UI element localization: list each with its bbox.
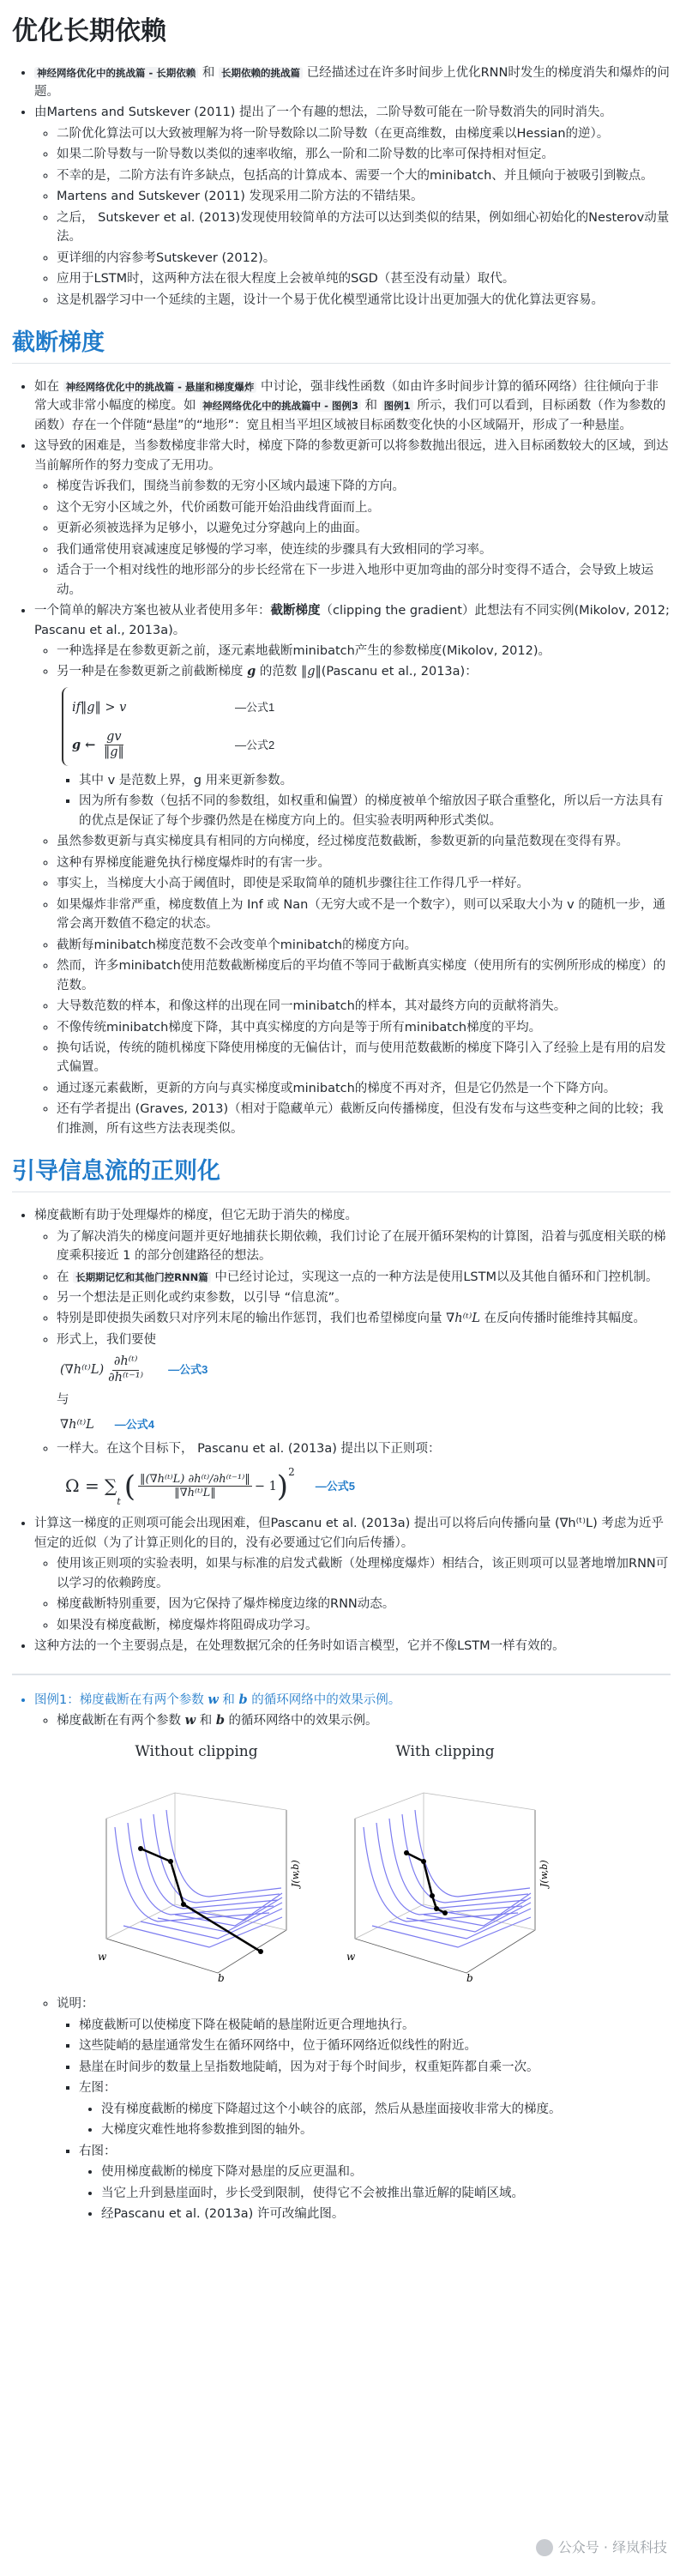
trajectory-left [138, 1846, 263, 1954]
list-item: ◦ 应用于LSTM时，这两种方法在很大程度上会被单纯的SGD（甚至没有动量）取代。 [57, 269, 671, 288]
list-item: ◦ 为了解决消失的梯度问题并更好地捕获长期依赖，我们讨论了在展开循环架构的计算图，沿着与弧度相关联的梯度乘积接近 1 的部分创建路径的想法。 [57, 1228, 671, 1266]
list-item: ◦ 另一个想法是正则化或约束参数，以引导 “信息流”。 [57, 1288, 671, 1307]
divider [12, 1674, 671, 1675]
list-item: • 这种方法的一个主要弱点是，在处理数据冗余的任务时如语言模型，它并不像LSTM一样有效的。 [34, 1637, 671, 1656]
surface-mesh [115, 1810, 282, 1947]
list-item: ◦ 另一种是在参数更新之前截断梯度 g 的范数 ‖g‖(Pascanu et al., 2013a)： if‖g‖ > v —公式1 g ← $\frac{gv}{‖g‖}$ —公式2 ▪ 其中 v 是范数上界，g 用来更新参数。 ▪ 因为所有参数（包括不同的参数组，如权重和偏置）的梯度被单个缩放因子联合重整化，所以后一方法具有的优点是保证了每个步骤仍然是在梯度方向上的。但实验表明两种形式类似。 [57, 662, 671, 830]
list-item: ◦ 我们通常使用衰减速度足够慢的学习率，使连续的步骤具有大致相同的学习率。 [57, 540, 671, 559]
list-item: ◦ 换句话说，传统的随机梯度下降使用梯度的无偏估计，而与使用范数截断的梯度下降引入了经验上是有用的启发式偏置。 [57, 1039, 671, 1077]
list-item: ◦ 还有学者提出 (Graves, 2013)（相对于隐藏单元）截断反向传播梯度，但没有发布与这些变种之间的比较；我们推测，所有这些方法表现类似。 [57, 1100, 671, 1138]
list-item: ▪ 这些陡峭的悬崖通常发生在循环网络中，位于循环网络近似线性的附近。 [79, 2036, 671, 2055]
watermark: 公众号 · 绎岚科技 [536, 2537, 667, 2559]
list-item: ▪ 梯度截断可以使梯度下降在极陡峭的悬崖附近更合理地执行。 [79, 2016, 671, 2035]
figure-list [12, 1691, 671, 1731]
figure [12, 1740, 671, 1988]
list-item: ▪ 左图： • 没有梯度截断的梯度下降超过这个小峡谷的底部，然后从悬崖面接收非常大的梯度。 • 大梯度灾难性地将参数推到图的轴外。 [79, 2078, 671, 2139]
list-item: ◦ 二阶优化算法可以大致被理解为将一阶导数除以二阶导数（在更高维数，由梯度乘以Hessian的逆）。 [57, 124, 671, 143]
list-item: ◦ 如果二阶导数与一阶导数以类似的速率收缩，那么一阶和二阶导数的比率可保持相对恒定。 [57, 145, 671, 164]
list-item: ▪ 其中 v 是范数上界，g 用来更新参数。 [79, 771, 671, 790]
list-item: ◦ 一种选择是在参数更新之前，逐元素地截断minibatch产生的参数梯度(Mikolov, 2012)。 [57, 642, 671, 661]
svg-text:w: w [98, 1950, 107, 1963]
link-tag[interactable]: 长期依赖的挑战篇 [219, 67, 303, 79]
formula-4: ∇h⁽ᵗ⁾L —公式4 [60, 1417, 155, 1432]
svg-text:J(w,b): J(w,b) [539, 1860, 550, 1887]
link-tag[interactable]: 图例1 [382, 400, 413, 412]
list-item: ◦ 然而，许多minibatch使用范数截断梯度后的平均值不等同于截断真实梯度（使用所有的实例所形成的梯度）的范数。 [57, 956, 671, 995]
keyword: 截断梯度 [270, 604, 321, 618]
list-item: ◦ 梯度截断特别重要，因为它保持了爆炸梯度边缘的RNN动态。 [57, 1595, 671, 1614]
list-item: ◦ 说明： ▪ 梯度截断可以使梯度下降在极陡峭的悬崖附近更合理地执行。 ▪ 这些陡峭的悬崖通常发生在循环网络中，位于循环网络近似线性的附近。 ▪ 悬崖在时间步的数量上呈指数地陡峭，因为对于每个时间步，权重矩阵都自乘一次。 ▪ 左图： • 没有梯度截断的梯度下降超过这个小峡谷的底部，然后从悬崖面接收非常大的梯度。 • 大梯度灾难性地将参数推到图的轴外。 ▪ 右图： • 使用梯度截断的梯度下降对悬崖的反应更温和。 • 当它上升到悬崖面时，步长受到限制，使得它不会被推出靠近解的陡峭区域。 • 经Pascanu et al. (2013a) 许可改编此图。 [57, 1994, 671, 2223]
section-1-list [12, 63, 671, 311]
list-item: ▪ 悬崖在时间步的数量上呈指数地陡峭，因为对于每个时间步，权重矩阵都自乘一次。 [79, 2058, 671, 2077]
wechat-icon [536, 2539, 553, 2556]
link-tag[interactable]: 神经网络优化中的挑战篇 - 长期依赖 [34, 67, 198, 79]
list-item: • 大梯度灾难性地将参数推到图的轴外。 [101, 2121, 671, 2139]
list-item: ◦ 不像传统minibatch梯度下降，其中真实梯度的方向是等于所有minibatch梯度的平均。 [57, 1018, 671, 1037]
list-item: • 由Martens and Sutskever (2011) 提出了一个有趣的想法，二阶导数可能在一阶导数消失的同时消失。 ◦ 二阶优化算法可以大致被理解为将一阶导数除以二阶导数（在更高维数，由梯度乘以Hessian的逆）。 ◦ 如果二阶导数与一阶导数以类似的速率收缩，那么一阶和二阶导数的比率可保持相对恒定。 ◦ 不幸的是，二阶方法有许多缺点，包括高的计算成本、需要一个大的minibatch、并且倾向于被吸引到鞍点。 ◦ Martens and Sutskever (2011) 发现采用二阶方法的不错结果。 ◦ 之后， Sutskever et al. (2013)发现使用较简单的方法可以达到类似的结果，例如细心初始化的Nesterov动量法。 ◦ 更详细的内容参考Sutskever (2012)。 ◦ 应用于LSTM时，这两种方法在很大程度上会被单纯的SGD（甚至没有动量）取代。 ◦ 这是机器学习中一个延续的主题，设计一个易于优化模型通常比设计出更加强大的优化算法更容易。 [34, 103, 671, 310]
figure-panel-right: With clipping w b J(w,b) [338, 1740, 552, 1988]
list-item: ◦ 更详细的内容参考Sutskever (2012)。 [57, 249, 671, 268]
link-tag[interactable]: 长期期记忆和其他门控RNN篇 [73, 1271, 211, 1283]
list-item: ◦ 不幸的是，二阶方法有许多缺点，包括高的计算成本、需要一个大的minibatch、并且倾向于被吸引到鞍点。 [57, 166, 671, 185]
svg-text:J(w,b): J(w,b) [290, 1860, 301, 1887]
list-item: ◦ 一样大。在这个目标下， Pascanu et al. (2013a) 提出以下正则项： Ω = ∑ t ( $\frac{\text{‖(∇h⁽ᵗ⁾L) ∂h⁽ᵗ⁾/∂h⁽ᵗ⁻¹⁾‖}}{\text{‖∇h⁽ᵗ⁾L‖}}$ − 1 ) 2 —公式5 [57, 1439, 671, 1509]
list-item: ◦ 虽然参数更新与真实梯度具有相同的方向梯度，经过梯度范数截断，参数更新的向量范数现在变得有界。 [57, 832, 671, 851]
list-item: ▪ 右图： • 使用梯度截断的梯度下降对悬崖的反应更温和。 • 当它上升到悬崖面时，步长受到限制，使得它不会被推出靠近解的陡峭区域。 • 经Pascanu et al. (2013a) 许可改编此图。 [79, 2142, 671, 2224]
list-item: ◦ 事实上，当梯度大小高于阈值时，即使是采取简单的随机步骤往往工作得几乎一样好。 [57, 874, 671, 893]
formula-5: Ω = ∑ t ( $\frac{\text{‖(∇h⁽ᵗ⁾L) ∂h⁽ᵗ⁾/∂h⁽ᵗ⁻¹⁾‖}}{\text{‖∇h⁽ᵗ⁾L‖}}$ − 1 ) 2 —公式5 [65, 1465, 355, 1508]
svg-text:b: b [466, 1971, 473, 1982]
list-item: • 神经网络优化中的挑战篇 - 长期依赖 和 长期依赖的挑战篇 已经描述过在许多时间步上优化RNN时发生的梯度消失和爆炸的问题。 [34, 63, 671, 102]
surface-plot-right [338, 1767, 552, 1982]
list-item: ◦ 大导数范数的样本，和像这样的出现在同一minibatch的样本，其对最终方向的贡献将消失。 [57, 997, 671, 1016]
list-item: ◦ 使用该正则项的实验表明，如果与标准的启发式截断（处理梯度爆炸）相结合，该正则项可以显著地增加RNN可以学习的依赖跨度。 [57, 1554, 671, 1593]
figure-notes [12, 1994, 671, 2223]
list-item: ◦ Martens and Sutskever (2011) 发现采用二阶方法的不错结果。 [57, 187, 671, 206]
list-item: ▪ 因为所有参数（包括不同的参数组，如权重和偏置）的梯度被单个缩放因子联合重整化，所以后一方法具有的优点是保证了每个步骤仍然是在梯度方向上的。但实验表明两种形式类似。 [79, 792, 671, 830]
list-item: ◦ 适合于一个相对线性的地形部分的步长经常在下一步进入地形中更加弯曲的部分时变得不适合，会导致上坡运动。 [57, 561, 671, 600]
link-tag[interactable]: 神经网络优化中的挑战篇 - 悬崖和梯度爆炸 [63, 381, 257, 393]
list-item: ◦ 之后， Sutskever et al. (2013)发现使用较简单的方法可以达到类似的结果，例如细心初始化的Nesterov动量法。 [57, 208, 671, 247]
section-3-list [12, 1206, 671, 1656]
list-item: ◦ 这是机器学习中一个延续的主题，设计一个易于优化模型通常比设计出更加强大的优化算法更容易。 [57, 291, 671, 310]
list-item: • 计算这一梯度的正则项可能会出现困难，但Pascanu et al. (2013a) 提出可以将后向传播向量 (∇h⁽ᵗ⁾L) 考虑为近乎恒定的近似（为了计算正则化的目的，没有必要通过它们向后传播）。 ◦ 使用该正则项的实验表明，如果与标准的启发式截断（处理梯度爆炸）相结合，该正则项可以显著地增加RNN可以学习的依赖跨度。 ◦ 梯度截断特别重要，因为它保持了爆炸梯度边缘的RNN动态。 ◦ 如果没有梯度截断，梯度爆炸将阻碍成功学习。 [34, 1514, 671, 1635]
list-item: ◦ 更新必须被选择为足够小，以避免过分穿越向上的曲面。 [57, 519, 671, 538]
svg-text:b: b [218, 1971, 225, 1982]
list-item: • 如在 神经网络优化中的挑战篇 - 悬崖和梯度爆炸 中讨论，强非线性函数（如由许多时间步计算的循环网络）往往倾向于非常大或非常小幅度的梯度。如 神经网络优化中的挑战篇中 - 图例3 和 图例1 所示，我们可以看到，目标函数（作为参数的函数）存在一个伴随“悬崖”的“地形”：宽且相当平坦区域被目标函数变化快的小区域隔开，形成了一种悬崖。 [34, 377, 671, 435]
section-2-list [12, 377, 671, 1138]
list-item: ◦ 如果爆炸非常严重，梯度数值上为 Inf 或 Nan（无穷大或不是一个数字），则可以采取大小为 v 的随机一步，通常会离开数值不稳定的状态。 [57, 896, 671, 934]
page-title: 优化长期依赖 [12, 16, 166, 46]
figure-caption: • 图例1：梯度截断在有两个参数 w 和 b 的循环网络中的效果示例。 ◦ 梯度截断在有两个参数 w 和 b 的循环网络中的效果示例。 [34, 1691, 671, 1731]
list-item: ◦ 这个无穷小区域之外，代价函数可能开始沿曲线背面而上。 [57, 498, 671, 517]
formula-cases: if‖g‖ > v —公式1 g ← $\frac{gv}{‖g‖}$ —公式2 [60, 687, 671, 766]
list-item: • 使用梯度截断的梯度下降对悬崖的反应更温和。 [101, 2163, 671, 2181]
surface-mesh [364, 1810, 531, 1947]
link-tag[interactable]: 神经网络优化中的挑战篇中 - 图例3 [200, 400, 361, 412]
list-item: ◦ 如果没有梯度截断，梯度爆炸将阻碍成功学习。 [57, 1616, 671, 1635]
list-item: ◦ 这种有界梯度能避免执行梯度爆炸时的有害一步。 [57, 854, 671, 872]
list-item: • 这导致的困难是，当参数梯度非常大时，梯度下降的参数更新可以将参数抛出很远，进入目标函数较大的区域，到达当前解所作的努力变成了无用功。 ◦ 梯度告诉我们，围绕当前参数的无穷小区域内最速下降的方向。 ◦ 这个无穷小区域之外，代价函数可能开始沿曲线背面而上。 ◦ 更新必须被选择为足够小，以避免过分穿越向上的曲面。 ◦ 我们通常使用衰减速度足够慢的学习率，使连续的步骤具有大致相同的学习率。 ◦ 适合于一个相对线性的地形部分的步长经常在下一步进入地形中更加弯曲的部分时变得不适合，会导致上坡运动。 [34, 437, 671, 600]
section-heading-clipping: 截断梯度 [12, 329, 671, 364]
surface-plot-left [89, 1767, 304, 1982]
figure-panel-left: Without clipping w b J(w,b) [89, 1740, 304, 1988]
list-item: ◦ 在 长期期记忆和其他门控RNN篇 中已经讨论过，实现这一点的一种方法是使用LSTM以及其他自循环和门控机制。 [57, 1268, 671, 1287]
section-heading-regularization: 引导信息流的正则化 [12, 1157, 671, 1192]
list-item: ◦ 截断每minibatch梯度范数不会改变单个minibatch的梯度方向。 [57, 936, 671, 955]
svg-text:w: w [346, 1950, 356, 1963]
list-item: • 梯度截断有助于处理爆炸的梯度，但它无助于消失的梯度。 ◦ 为了解决消失的梯度问题并更好地捕获长期依赖，我们讨论了在展开循环架构的计算图，沿着与弧度相关联的梯度乘积接近 1 的部分创建路径的想法。 ◦ 在 长期期记忆和其他门控RNN篇 中已经讨论过，实现这一点的一种方法是使用LSTM以及其他自循环和门控机制。 ◦ 另一个想法是正则化或约束参数，以引导 “信息流”。 ◦ 特别是即使损失函数只对序列末尾的输出作惩罚，我们也希望梯度向量 ∇h⁽ᵗ⁾L 在反向传播时能维持其幅度。 ◦ 形式上，我们要使 (∇h⁽ᵗ⁾L) $\frac{\text{∂h⁽ᵗ⁾}}{\text{∂h⁽ᵗ⁻¹⁾}}$ —公式3 与 ∇h⁽ᵗ⁾L —公式4 ◦ 一样大。在这个目标下， Pascanu et al. (2013a) 提出以下正则项： Ω = ∑ t ( $\frac{\text{‖(∇h⁽ᵗ⁾L) ∂h⁽ᵗ⁾/∂h⁽ᵗ⁻¹⁾‖}}{\text{‖∇h⁽ᵗ⁾L‖}}$ − 1 ) 2 —公式5 [34, 1206, 671, 1509]
list-item: ◦ 梯度告诉我们，围绕当前参数的无穷小区域内最速下降的方向。 [57, 477, 671, 496]
list-item: ◦ 形式上，我们要使 (∇h⁽ᵗ⁾L) $\frac{\text{∂h⁽ᵗ⁾}}{\text{∂h⁽ᵗ⁻¹⁾}}$ —公式3 与 ∇h⁽ᵗ⁾L —公式4 [57, 1330, 671, 1434]
formula-3: (∇h⁽ᵗ⁾L) $\frac{\text{∂h⁽ᵗ⁾}}{\text{∂h⁽ᵗ⁻¹⁾}}$ —公式3 [60, 1354, 208, 1385]
list-item: • 没有梯度截断的梯度下降超过这个小峡谷的底部，然后从悬崖面接收非常大的梯度。 [101, 2100, 671, 2119]
list-item: ◦ 特别是即使损失函数只对序列末尾的输出作惩罚，我们也希望梯度向量 ∇h⁽ᵗ⁾L 在反向传播时能维持其幅度。 [57, 1309, 671, 1328]
list-item: • 当它上升到悬崖面时，步长受到限制，使得它不会被推出靠近解的陡峭区域。 [101, 2184, 671, 2203]
list-item: ◦ 通过逐元素截断，更新的方向与真实梯度或minibatch的梯度不再对齐，但是它仍然是一个下降方向。 [57, 1079, 671, 1098]
list-item: ◦ 梯度截断在有两个参数 w 和 b 的循环网络中的效果示例。 [57, 1711, 671, 1730]
list-item: • 经Pascanu et al. (2013a) 许可改编此图。 [101, 2205, 671, 2223]
list-item: • 一个简单的解决方案也被从业者使用多年：截断梯度（clipping the gradient）此想法有不同实例(Mikolov, 2012; Pascanu et al., 2013a)。 ◦ 一种选择是在参数更新之前，逐元素地截断minibatch产生的参数梯度(Mikolov, 2012)。 ◦ 另一种是在参数更新之前截断梯度 g 的范数 ‖g‖(Pascanu et al., 2013a)： if‖g‖ > v —公式1 g ← $\frac{gv}{‖g‖}$ —公式2 ▪ 其中 v 是范数上界，g 用来更新参数。 ▪ 因为所有参数（包括不同的参数组，如权重和偏置）的梯度被单个缩放因子联合重整化，所以后一方法具有的优点是保证了每个步骤仍然是在梯度方向上的。但实验表明两种形式类似。 ◦ 虽然参数更新与真实梯度具有相同的方向梯度，经过梯度范数截断，参数更新的向量范数现在变得有界。 ◦ 这种有界梯度能避免执行梯度爆炸时的有害一步。 ◦ 事实上，当梯度大小高于阈值时，即使是采取简单的随机步骤往往工作得几乎一样好。 ◦ 如果爆炸非常严重，梯度数值上为 Inf 或 Nan（无穷大或不是一个数字），则可以采取大小为 v 的随机一步，通常会离开数值不稳定的状态。 ◦ 截断每minibatch梯度范数不会改变单个minibatch的梯度方向。 ◦ 然而，许多minibatch使用范数截断梯度后的平均值不等同于截断真实梯度（使用所有的实例所形成的梯度）的范数。 ◦ 大导数范数的样本，和像这样的出现在同一minibatch的样本，其对最终方向的贡献将消失。 ◦ 不像传统minibatch梯度下降，其中真实梯度的方向是等于所有minibatch梯度的平均。 ◦ 换句话说，传统的随机梯度下降使用梯度的无偏估计，而与使用范数截断的梯度下降引入了经验上是有用的启发式偏置。 ◦ 通过逐元素截断，更新的方向与真实梯度或minibatch的梯度不再对齐，但是它仍然是一个下降方向。 ◦ 还有学者提出 (Graves, 2013)（相对于隐藏单元）截断反向传播梯度，但没有发布与这些变种之间的比较；我们推测，所有这些方法表现类似。 [34, 601, 671, 1138]
